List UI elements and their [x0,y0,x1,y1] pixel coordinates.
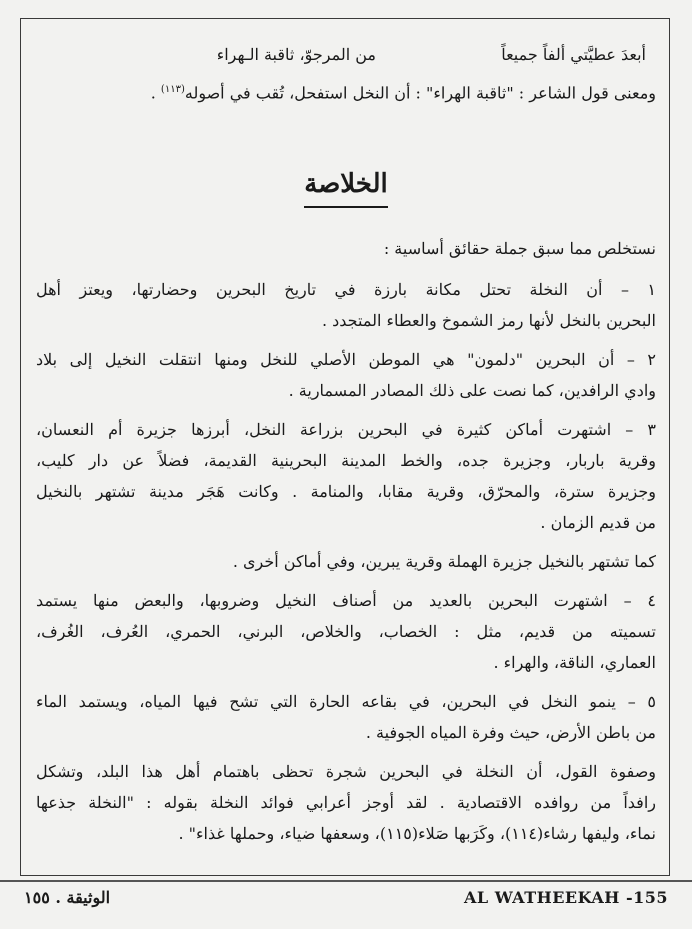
paragraph-line: كما تشتهر بالنخيل جزيرة الهملة وقرية يبرين، وفي أماكن أخرى . [232,552,656,571]
footer-magazine-title-arabic: الوثيقة . ١٥٥ [24,888,111,907]
paragraph-line: وجزيرة سترة، والمحرّق، وقرية مقابا، والمنامة . وكانت هَجَر مدينة تشتهر بالنخيل [36,482,656,501]
section-title [36,164,656,208]
paragraph-line: البحرين بالنخل لأنها رمز الشموخ والعطاء المتجدد . [321,311,656,330]
paragraph-line: ٤ – اشتهرت البحرين بالعديد من أصناف النخيل وضروبها، والبعض منها يستمد [36,591,656,610]
verse-meaning [36,74,656,109]
section-title-text: الخلاصة [304,164,387,208]
verse-hemistich-1: أبعدَ عطيَّتي ألفاً جميعاً [501,45,646,64]
paragraph-line: وقرية باربار، وجزيرة جده، والخط المدينة البحرينية القديمة، فضلاً عن دار كليب، [36,451,657,470]
meaning-end: . [150,83,161,103]
paragraph-line: العماري، الناقة، والهراء . [493,653,656,672]
summary-paragraph [36,756,656,849]
summary-paragraph [36,585,656,678]
paragraph-line: ١ – أن النخلة تحتل مكانة بارزة في تاريخ البحرين وحضارتها، ويعتز أهل [36,280,656,299]
paragraph-line: تسميته من قديم، مثل : الخصاب، والخلاص، البرني، الحمري، العُرف، الغُرف، [36,622,656,641]
footnote-ref-113: (١١٣) [160,84,185,95]
page-content [36,38,656,848]
verse-hemistich-2: من المرجوّ، ثاقبة الـهراء [216,45,376,64]
paragraph-line: وادي الرافدين، كما نصت على ذلك المصادر المسمارية . [288,381,656,400]
summary-paragraph [36,414,656,538]
page-footer [0,884,692,916]
paragraph-line: ٥ – ينمو النخل في البحرين، في بقاعه الحارة التي تشح فيها المياه، ويستمد الماء [36,692,657,711]
footer-divider [0,880,692,882]
paragraph-line: من قديم الزمان . [540,513,656,532]
footer-magazine-title: AL WATHEEKAH -155 [463,888,668,907]
paragraph-line: رافداً من روافده الاقتصادية . لقد أوجز أعرابي فوائد النخلة بقوله : "النخلة جذعها [36,793,656,812]
summary-paragraph [36,274,656,336]
paragraph-line: وصفوة القول، أن النخلة في البحرين شجرة تحظى باهتمام أهل هذا البلد، وتشكل [36,762,656,781]
poem-verse [36,38,656,72]
meaning-text: ومعنى قول الشاعر : "ثاقبة الهراء" : أن النخل استفحل، تُقب في أصوله [184,83,656,103]
summary-paragraph [36,344,656,406]
paragraph-line: من باطن الأرض، حيث وفرة المياه الجوفية . [365,723,656,742]
summary-paragraph [36,546,656,577]
paragraph-line: ٢ – أن البحرين "دلمون" هي الموطن الأصلي للنخل ومنها انتقلت النخيل إلى بلاد [36,350,656,369]
summary-paragraph [36,686,656,748]
summary-points [36,274,656,857]
paragraph-line: ٣ – اشتهرت أماكن كثيرة في البحرين بزراعة النخل، أبرزها جزيرة أم النعسان، [36,420,656,439]
summary-intro: نستخلص مما سبق جملة حقائق أساسية : [383,239,656,258]
paragraph-line: نماء، وليفها رشاء(١١٤)، وكَرَبها صَلاء(١١٥)، وسعفها ضياء، وحملها غذاء" . [178,824,656,843]
